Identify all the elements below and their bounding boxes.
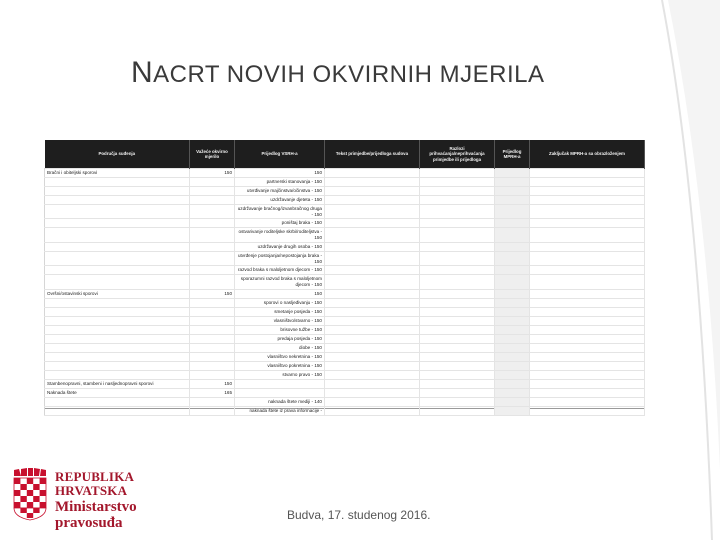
table-row — [45, 187, 645, 196]
table-cell — [530, 251, 645, 265]
table-row — [45, 275, 645, 289]
table-cell: predaja posjeda - 150 — [235, 334, 325, 343]
table-cell — [325, 343, 420, 352]
table-cell — [530, 352, 645, 361]
table-cell — [325, 187, 420, 196]
table-cell — [530, 325, 645, 334]
table-row — [45, 361, 645, 370]
table-cell: vlasništvo pokretnina - 150 — [235, 361, 325, 370]
table-cell — [325, 266, 420, 275]
table-row — [45, 205, 645, 219]
table-cell — [420, 242, 495, 251]
table-row — [45, 169, 645, 178]
table-cell — [495, 196, 530, 205]
table-cell: Naknada štete — [45, 388, 190, 397]
table-cell — [190, 242, 235, 251]
table-cell — [190, 316, 235, 325]
table-row — [45, 406, 645, 415]
column-header: Tekst primjedbe/prijedloga sudova — [325, 140, 420, 169]
table-cell — [45, 307, 190, 316]
table-cell — [325, 275, 420, 289]
table-cell — [190, 406, 235, 415]
title-first-letter: N — [131, 56, 154, 89]
table-cell — [325, 219, 420, 228]
table-cell — [45, 316, 190, 325]
table-cell — [190, 298, 235, 307]
table-row — [45, 266, 645, 275]
table-cell — [420, 370, 495, 379]
table-cell — [495, 406, 530, 415]
table-row — [45, 397, 645, 406]
table-cell — [530, 343, 645, 352]
table-cell — [420, 316, 495, 325]
table-cell — [495, 187, 530, 196]
table-row — [45, 196, 645, 205]
table-cell — [420, 266, 495, 275]
table-cell: uzdržavanje drugih osoba - 150 — [235, 242, 325, 251]
table-cell — [495, 219, 530, 228]
table-cell — [325, 307, 420, 316]
footer-location-date: Budva, 17. studenog 2016. — [287, 508, 431, 522]
table-cell — [495, 325, 530, 334]
table-cell: ostvarivanje roditeljske skrbi/roditeljstva - 150 — [235, 228, 325, 242]
table-cell: diobe - 150 — [235, 343, 325, 352]
table-cell: 150 — [190, 289, 235, 298]
table-cell — [325, 388, 420, 397]
table-cell — [420, 379, 495, 388]
table-row — [45, 316, 645, 325]
table-cell — [45, 228, 190, 242]
table-cell — [190, 352, 235, 361]
table-cell — [45, 334, 190, 343]
table-cell — [190, 361, 235, 370]
table-cell — [530, 388, 645, 397]
table-cell — [190, 196, 235, 205]
table-cell: sporovi o nasljeđivanju - 150 — [235, 298, 325, 307]
table-cell — [325, 361, 420, 370]
table-cell — [325, 178, 420, 187]
table-cell: Ovršni/ostavinski sporovi — [45, 289, 190, 298]
table-cell: partnerski stanovanja - 150 — [235, 178, 325, 187]
table-cell — [420, 388, 495, 397]
table-row — [45, 178, 645, 187]
table-cell — [495, 275, 530, 289]
table-cell: uzdržavanje bračnog/izvanbračnog druga - 150 — [235, 205, 325, 219]
table-cell: Stambenopravni, stambeni i nasljednopravni sporovi — [45, 379, 190, 388]
table-cell — [45, 406, 190, 415]
table-cell — [190, 251, 235, 265]
table-cell: 150 — [235, 169, 325, 178]
table-cell — [325, 169, 420, 178]
table-cell — [495, 228, 530, 242]
column-header: Zaključak MPRH-a sa obrazloženjem — [530, 140, 645, 169]
table-cell — [190, 205, 235, 219]
table-cell: 150 — [190, 379, 235, 388]
table-cell — [235, 379, 325, 388]
table-cell — [530, 406, 645, 415]
table-cell — [530, 178, 645, 187]
table-cell: 165 — [190, 388, 235, 397]
slide-title — [131, 56, 545, 90]
table-cell: utvrđenje postojanja/nepostojanja braka - 150 — [235, 251, 325, 265]
table-cell — [45, 361, 190, 370]
table-cell: naknada štete iz prava informacije - — [235, 406, 325, 415]
table-cell — [325, 242, 420, 251]
table-cell — [325, 298, 420, 307]
table-cell — [45, 343, 190, 352]
table-cell — [45, 251, 190, 265]
table-cell — [325, 289, 420, 298]
table-cell — [495, 242, 530, 251]
table-cell — [190, 325, 235, 334]
table-cell — [190, 370, 235, 379]
table-cell — [495, 205, 530, 219]
table-header-row — [45, 140, 645, 169]
table-cell — [325, 316, 420, 325]
table-cell — [325, 205, 420, 219]
column-header: Prijedlog MPRH-a — [495, 140, 530, 169]
table-cell — [495, 397, 530, 406]
table-cell: stvarno pravo - 150 — [235, 370, 325, 379]
table-cell: uzdržavanje djeteta - 150 — [235, 196, 325, 205]
table-cell — [530, 275, 645, 289]
table-cell — [495, 388, 530, 397]
table-cell: razvod braka s maloljetnom djecom - 150 — [235, 266, 325, 275]
table-cell: vlasništvo nekretnina - 150 — [235, 352, 325, 361]
table-cell — [495, 343, 530, 352]
table-cell — [530, 187, 645, 196]
title-rest: ACRT NOVIH OKVIRNIH MJERILA — [153, 61, 545, 88]
table-cell — [495, 266, 530, 275]
table-cell — [45, 275, 190, 289]
table-cell — [45, 325, 190, 334]
coat-of-arms-icon — [12, 468, 48, 520]
table-cell — [45, 187, 190, 196]
table-cell — [420, 406, 495, 415]
table-body — [45, 169, 645, 416]
table-row — [45, 343, 645, 352]
table-cell — [420, 325, 495, 334]
table-row — [45, 242, 645, 251]
table-cell — [190, 307, 235, 316]
table-cell — [530, 316, 645, 325]
table-cell — [325, 228, 420, 242]
table-cell — [530, 242, 645, 251]
logo-line-republic: REPUBLIKA HRVATSKA — [55, 469, 134, 499]
table-cell — [495, 178, 530, 187]
table-row — [45, 219, 645, 228]
table-cell: vlasništvo/stvarno - 150 — [235, 316, 325, 325]
table-row — [45, 352, 645, 361]
table-cell — [495, 334, 530, 343]
table-row — [45, 370, 645, 379]
table-cell — [325, 251, 420, 265]
column-header: Područja suđenja — [45, 140, 190, 169]
table-cell: smetanje posjeda - 150 — [235, 307, 325, 316]
table-cell — [325, 397, 420, 406]
table-cell — [45, 352, 190, 361]
table-cell — [190, 178, 235, 187]
table-cell — [190, 343, 235, 352]
table-cell — [190, 187, 235, 196]
column-header: Razlozi prihvaćanja/neprihvaćanja primjedbe ili prijedloga — [420, 140, 495, 169]
table-cell — [495, 361, 530, 370]
table-cell — [495, 298, 530, 307]
table-cell — [530, 196, 645, 205]
table-cell — [190, 228, 235, 242]
table-cell — [495, 289, 530, 298]
table-cell: brisovne tužbe - 150 — [235, 325, 325, 334]
table-cell — [325, 196, 420, 205]
table-cell: utvrđivanje majčinstva/očinstva - 150 — [235, 187, 325, 196]
table-cell — [45, 219, 190, 228]
table-cell — [495, 251, 530, 265]
table-cell — [420, 187, 495, 196]
table-cell — [530, 266, 645, 275]
table-row — [45, 307, 645, 316]
table-cell — [530, 307, 645, 316]
table-cell — [530, 397, 645, 406]
table-cell — [420, 361, 495, 370]
logo-line-ministry: Ministarstvo — [55, 498, 137, 515]
table-cell — [235, 388, 325, 397]
table-cell — [530, 228, 645, 242]
table-cell — [325, 379, 420, 388]
table-cell — [495, 316, 530, 325]
table-cell — [530, 289, 645, 298]
table-cell — [420, 196, 495, 205]
table-cell — [325, 352, 420, 361]
table-cell — [45, 370, 190, 379]
table-cell — [420, 205, 495, 219]
table-cell — [530, 205, 645, 219]
table-cell — [420, 275, 495, 289]
table-cell — [45, 178, 190, 187]
table-cell: Bračni i obiteljski sporovi — [45, 169, 190, 178]
table-cell — [45, 205, 190, 219]
table-cell — [190, 397, 235, 406]
table-cell — [530, 334, 645, 343]
criteria-table — [44, 140, 644, 413]
table-cell — [420, 397, 495, 406]
table-cell — [190, 275, 235, 289]
table-cell — [495, 307, 530, 316]
table-cell — [190, 266, 235, 275]
table-cell — [495, 370, 530, 379]
table-cell — [325, 325, 420, 334]
table-cell — [45, 266, 190, 275]
table-cell — [325, 334, 420, 343]
table-cell — [495, 379, 530, 388]
table-cell — [530, 169, 645, 178]
table-cell — [45, 196, 190, 205]
table-cell — [495, 352, 530, 361]
table-cell — [495, 169, 530, 178]
table-cell: 150 — [235, 289, 325, 298]
column-header: Prijedlog VSRH-a — [235, 140, 325, 169]
table-cell — [420, 352, 495, 361]
table-row — [45, 334, 645, 343]
table-cell — [530, 370, 645, 379]
table-cell — [420, 343, 495, 352]
table-cell — [420, 219, 495, 228]
table-row — [45, 325, 645, 334]
column-header: Važeće okvirno mjerilo — [190, 140, 235, 169]
table-row — [45, 251, 645, 265]
table-cell — [420, 298, 495, 307]
table-row — [45, 298, 645, 307]
table-cell: 150 — [190, 169, 235, 178]
table-cell — [420, 289, 495, 298]
table-cell — [420, 169, 495, 178]
table-row — [45, 388, 645, 397]
table-cell — [190, 219, 235, 228]
table-cell — [530, 298, 645, 307]
table-cell — [325, 370, 420, 379]
table-cell — [420, 228, 495, 242]
table-row — [45, 289, 645, 298]
table-cell — [325, 406, 420, 415]
table-cell — [420, 334, 495, 343]
table-cell — [420, 307, 495, 316]
table-cell — [420, 251, 495, 265]
table-row — [45, 379, 645, 388]
table-cell — [530, 219, 645, 228]
table-cell — [45, 298, 190, 307]
logo-line-justice: pravosuđa — [55, 515, 123, 532]
table-cell: naknada štete mediji - 140 — [235, 397, 325, 406]
table-cell — [45, 397, 190, 406]
table-cell — [45, 242, 190, 251]
table-row — [45, 228, 645, 242]
table-cell — [190, 334, 235, 343]
table-cell — [530, 361, 645, 370]
table-cell: poništaj braka - 150 — [235, 219, 325, 228]
table-cell: sporazumni razvod braka s maloljetnom djecom - 150 — [235, 275, 325, 289]
ministry-logo — [12, 468, 202, 532]
table-cell — [530, 379, 645, 388]
table-cell — [420, 178, 495, 187]
